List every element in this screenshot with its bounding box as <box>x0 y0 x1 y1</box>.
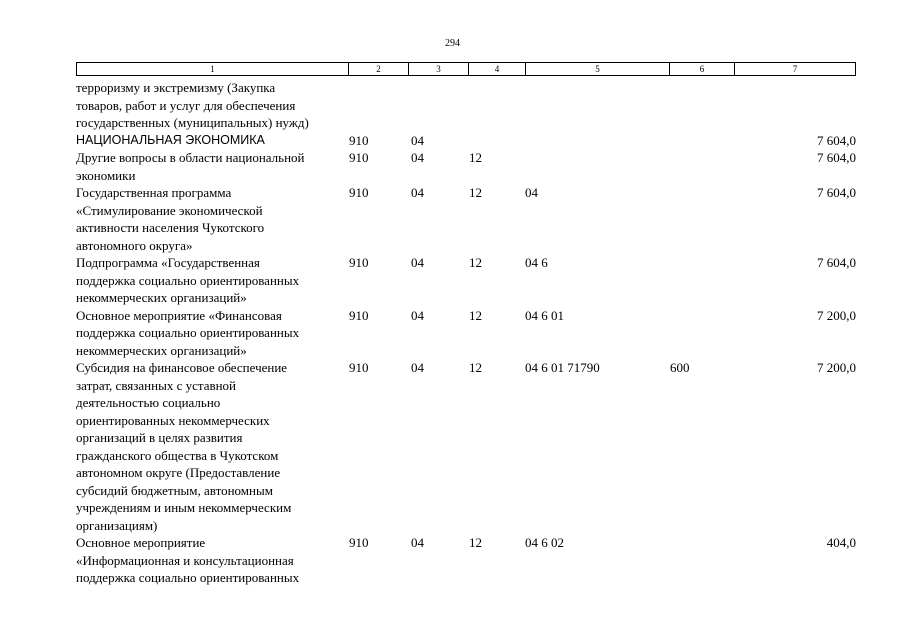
row-name: Основное мероприятие «Финансовая поддержка социально ориентированных некоммерческих организаций» <box>76 307 300 358</box>
table-row <box>76 79 856 132</box>
header-col-5: 5 <box>526 63 670 75</box>
row-name: Основное мероприятие «Информационная и консультационная поддержка социально ориентированных <box>76 535 300 585</box>
row-amount: 7 200,0 <box>817 307 856 323</box>
row-target-code: 04 <box>525 185 538 200</box>
row-subsection-code: 12 <box>469 255 482 270</box>
row-section-code: 04 <box>411 132 424 148</box>
row-section-code: 04 <box>411 255 424 270</box>
header-col-7: 7 <box>792 64 798 74</box>
table-row <box>76 359 856 534</box>
section-heading: НАЦИОНАЛЬНАЯ ЭКОНОМИКА <box>76 132 265 147</box>
row-ministry-code: 910 <box>349 150 369 165</box>
table-header <box>76 62 856 76</box>
row-name: Государственная программа «Стимулирование экономической активности населения Чукотского автономного округа» <box>76 185 265 253</box>
row-subsection-code: 12 <box>469 360 482 375</box>
row-amount: 7 604,0 <box>817 150 856 165</box>
table-row <box>76 132 856 150</box>
header-col-2: 2 <box>349 63 409 75</box>
table-row <box>76 307 856 360</box>
row-expense-type: 600 <box>670 360 690 375</box>
page-number: 294 <box>445 38 460 49</box>
row-ministry-code: 910 <box>349 255 369 270</box>
row-amount: 7 604,0 <box>817 255 856 270</box>
row-name: Другие вопросы в области национальной экономики <box>76 150 305 183</box>
header-col-6: 6 <box>670 63 735 75</box>
row-name: Подпрограмма «Государственная поддержка социально ориентированных некоммерческих организаций» <box>76 255 300 305</box>
row-subsection-code: 12 <box>469 150 482 165</box>
table-body <box>76 79 856 587</box>
row-amount: 7 604,0 <box>817 185 856 200</box>
row-target-code: 04 6 02 <box>525 535 564 550</box>
row-subsection-code: 12 <box>469 185 482 200</box>
table-row <box>76 534 856 587</box>
row-ministry-code: 910 <box>349 185 369 200</box>
row-target-code: 04 6 01 <box>525 307 564 323</box>
row-amount: 404,0 <box>826 535 856 550</box>
row-section-code: 04 <box>411 535 424 550</box>
header-col-3: 3 <box>409 63 469 75</box>
row-amount: 7 604,0 <box>817 132 856 148</box>
row-section-code: 04 <box>411 360 424 375</box>
row-section-code: 04 <box>411 150 424 165</box>
row-section-code: 04 <box>411 185 424 200</box>
row-target-code: 04 6 01 71790 <box>525 360 600 375</box>
row-subsection-code: 12 <box>469 307 482 323</box>
row-target-code: 04 6 <box>525 255 548 270</box>
row-ministry-code: 910 <box>349 307 369 323</box>
row-subsection-code: 12 <box>469 535 482 550</box>
table-row <box>76 184 856 254</box>
row-amount: 7 200,0 <box>817 360 856 375</box>
row-name: Субсидия на финансовое обеспечение затрат, связанных с уставной деятельностью социально ориентированных некоммерческих организаций в целях развития гражданского общества в Чукотском автономном округе (Предоставление субсидий бюджетным, автономным учреждениям и иным некоммерческим организациям) <box>76 360 292 533</box>
table-row <box>76 254 856 307</box>
table-row <box>76 149 856 184</box>
row-ministry-code: 910 <box>349 535 369 550</box>
row-ministry-code: 910 <box>349 360 369 375</box>
header-col-4: 4 <box>469 63 526 75</box>
row-name: терроризму и экстремизму (Закупка товаров, работ и услуг для обеспечения государственных (муниципальных) нужд) <box>76 80 309 130</box>
row-ministry-code: 910 <box>349 132 369 148</box>
header-col-1: 1 <box>77 63 349 75</box>
row-section-code: 04 <box>411 307 424 323</box>
